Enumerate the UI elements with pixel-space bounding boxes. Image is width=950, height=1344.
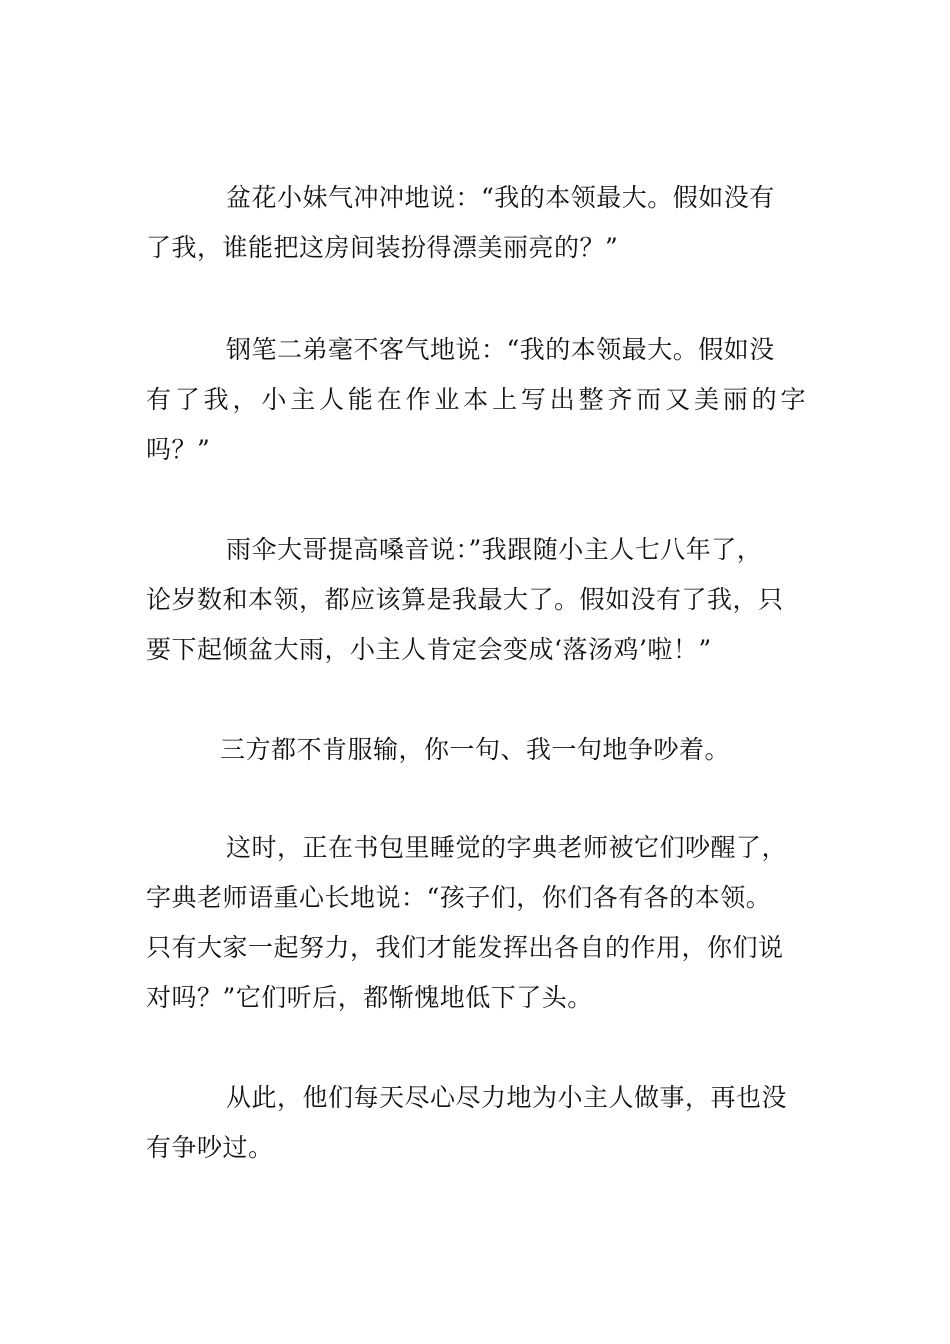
text-line: 字典老师语重心长地说：“孩子们，你们各有各的本领。 (146, 883, 772, 912)
text-line: 盆花小妹气冲冲地说：“我的本领最大。假如没有 (226, 183, 775, 212)
text-line: 只有大家一起努力，我们才能发挥出各自的作用，你们说 (146, 933, 784, 962)
text-line: 对吗？”它们听后，都惭愧地低下了头。 (146, 983, 593, 1012)
text-line: 论岁数和本领，都应该算是我最大了。假如没有了我，只 (146, 585, 784, 614)
text-line: 了我，谁能把这房间装扮得漂美丽亮的？” (146, 233, 619, 262)
text-line: 有争吵过。 (146, 1133, 274, 1162)
text-line: 这时，正在书包里睡觉的字典老师被它们吵醒了， (226, 833, 788, 862)
text-line: 吗？” (146, 435, 211, 464)
text-line: 要下起倾盆大雨，小主人肯定会变成‘落汤鸡’啦！” (146, 635, 712, 664)
text-line: 有了我，小主人能在作业本上写出整齐而又美丽的字 (146, 385, 806, 414)
text-line: 钢笔二弟毫不客气地说：“我的本领最大。假如没 (226, 335, 775, 364)
text-line: 雨伞大哥提高嗓音说：”我跟随小主人七八年了， (226, 535, 763, 564)
text-line: 从此，他们每天尽心尽力地为小主人做事，再也没 (226, 1083, 788, 1112)
text-line: 三方都不肯服输，你一句、我一句地争吵着。 (220, 735, 731, 764)
